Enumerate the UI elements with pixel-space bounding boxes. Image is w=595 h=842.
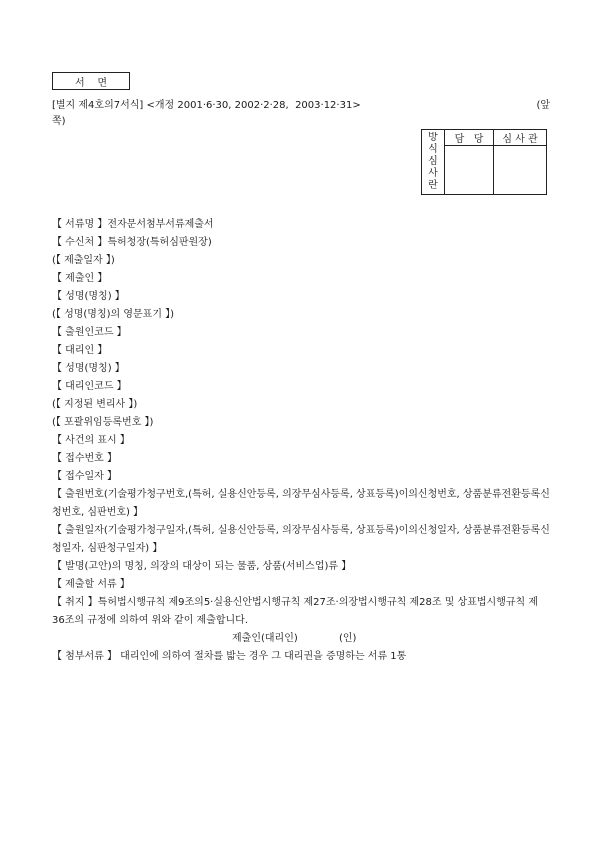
form-title: 서 면 [74,77,108,89]
form-reference: [별지 제4호의7서식] <개정 2001·6·30, 2002·2·28, 2003·12·31> [52,100,361,111]
field-attachments: 【 첨부서류 】 대리인에 의하여 절차를 밟는 경우 그 대리권을 증명하는 서류 1통 [52,651,407,662]
method-review-char: 식 [428,143,438,155]
method-review-char: 심 [428,155,438,167]
field-invention-title: 【 발명(고안)의 명칭, 의장의 대상이 되는 물품, 상품(서비스업)류 】 [52,561,352,572]
form-title-box [52,72,130,90]
field-agent-name: 【 성명(명칭) 】 [52,363,125,374]
field-name-english: (【 성명(명칭)의 영문표기 】) [52,309,175,320]
method-review-char: 란 [428,179,438,191]
field-documents-to-submit: 【 제출할 서류 】 [52,579,130,590]
submitter-label: 제출인(대리인) [232,633,298,644]
form-reference-line [52,96,550,111]
field-name: 【 성명(명칭) 】 [52,291,125,302]
submitter-signature-line [52,630,550,648]
field-receipt-number: 【 접수번호 】 [52,453,117,464]
approval-box [421,129,547,195]
form-body [52,216,550,666]
field-designated-attorney: (【 지정된 변리사 】) [52,399,138,410]
field-agent: 【 대리인 】 [52,345,108,356]
field-submitter: 【 제출인 】 [52,273,108,284]
field-application-date: 【 출원일자(기술평가청구일자,(특허, 실용신안등록, 의장무심사등록, 상표등록)이의신청일자, 상품분류전환등록신청일자, 심판청구일자) 】 [52,525,550,554]
person-in-charge-sign-cell [445,146,494,195]
method-review-cell [422,130,445,195]
method-review-char: 사 [428,167,438,179]
field-submission-date: (【 제출일자 】) [52,255,115,266]
method-review-char: 방 [428,131,438,143]
page-side-label-cont: 쪽) [52,116,66,127]
field-recipient: 【 수신처 】특허청장(특허심판원장) [52,237,212,248]
field-applicant-code: 【 출원인코드 】 [52,327,127,338]
field-purpose: 【 취지 】특허법시행규칙 제9조의5·실용신안법시행규칙 제27조·의장법시행규칙 제28조 및 상표법시행규칙 제36조의 규정에 의하여 위와 같이 제출합니다. [52,597,539,626]
field-case-indication: 【 사건의 표시 】 [52,435,130,446]
field-application-number: 【 출원번호(기술평가청구번호,(특허, 실용신안등록, 의장무심사등록, 상표등록)이의신청번호, 상품분류전환등록신청번호, 심판번호) 】 [52,489,550,518]
field-document-name: 【 서류명 】전자문서첨부서류제출서 [52,219,214,230]
field-agent-code: 【 대리인코드 】 [52,381,127,392]
field-power-of-attorney-number: (【 포괄위임등록번호 】) [52,417,154,428]
page-side-label: (앞 [536,100,550,111]
field-receipt-date: 【 접수일자 】 [52,471,117,482]
person-in-charge-header: 담 당 [445,130,494,146]
seal-mark: (인) [338,633,357,644]
examiner-sign-cell [494,146,547,195]
examiner-header: 심 사 관 [494,130,547,146]
